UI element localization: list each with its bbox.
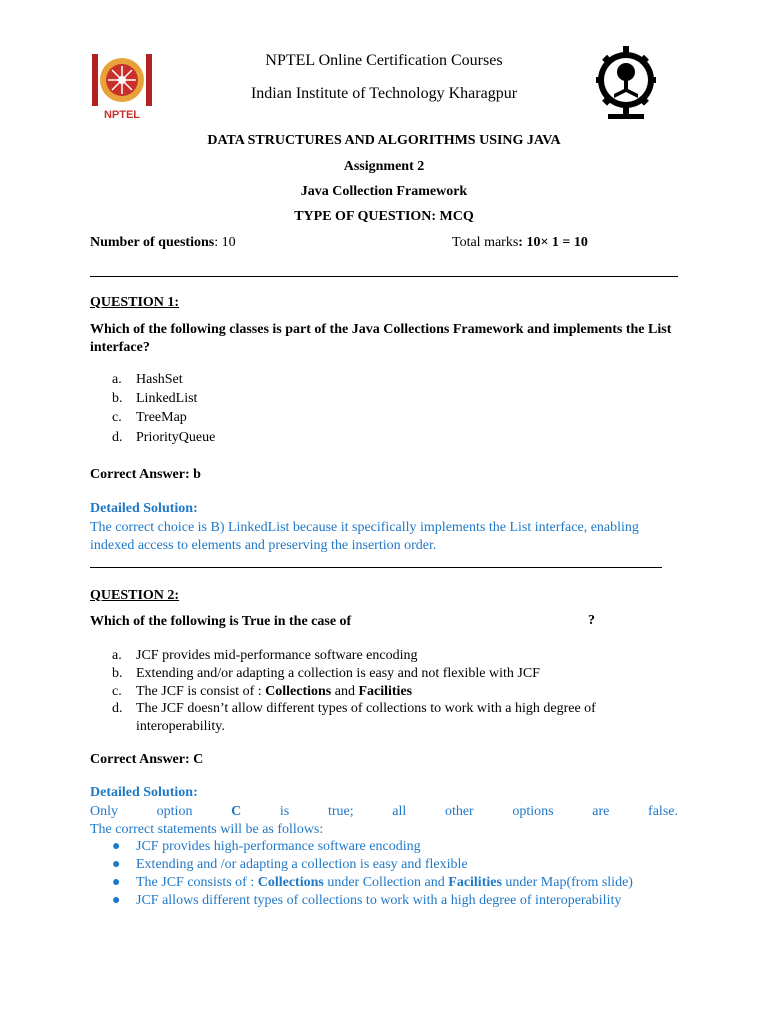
question-type: TYPE OF QUESTION: MCQ <box>294 209 474 224</box>
question-2-option: c. The JCF is consist of : Collections and Facilities <box>112 684 413 699</box>
topic-title: Java Collection Framework <box>300 184 468 199</box>
question-2-option: b. Extending and/or adapting a collection is easy and not flexible with JCF <box>112 666 540 681</box>
header-line-1: NPTEL Online Certification Courses <box>265 52 503 69</box>
solution-bullet: ● Extending and /or adapting a collection is easy and flexible <box>112 857 468 872</box>
question-1-solution-heading: Detailed Solution: <box>90 501 198 516</box>
divider <box>90 567 662 568</box>
question-1-option: a. HashSet <box>112 372 183 387</box>
number-of-questions: Number of questions: 10 <box>90 235 236 250</box>
question-2-text: Which of the following is True in the case of <box>90 614 352 629</box>
question-2-option: a. JCF provides mid-performance software encoding <box>112 648 418 663</box>
total-marks: Total marks: 10× 1 = 10 <box>452 235 588 250</box>
question-2-title: QUESTION 2: <box>90 588 180 603</box>
solution-bullet: ● The JCF consists of : Collections under Collection and Facilities under Map(from slide) <box>112 875 633 890</box>
question-2-option: d. The JCF doesn’t allow different types of collections to work with a high degree of interoperability. <box>112 701 596 734</box>
solution-bullet: ● JCF allows different types of collections to work with a high degree of interoperability <box>112 893 622 908</box>
assignment-number: Assignment 2 <box>343 159 425 174</box>
question-2-solution-line-2: The correct statements will be as follows: <box>90 822 324 837</box>
question-2-question-mark: ? <box>588 613 595 628</box>
iit-kharagpur-logo <box>594 42 658 122</box>
question-1-solution: The correct choice is B) LinkedList because it specifically implements the List interface, enabling indexed access to elements and preserving the insertion order. <box>90 520 639 553</box>
solution-bullet: ● JCF provides high-performance software encoding <box>112 839 421 854</box>
course-title: DATA STRUCTURES AND ALGORITHMS USING JAVA <box>207 133 561 148</box>
svg-text:NPTEL: NPTEL <box>103 109 141 121</box>
question-1-text: Which of the following classes is part of the Java Collections Framework and implements the List interface? <box>90 322 672 355</box>
question-2-solution-heading: Detailed Solution: <box>90 785 198 800</box>
divider <box>90 276 678 277</box>
question-1-title: QUESTION 1: <box>90 295 180 310</box>
question-1-option: c. TreeMap <box>112 410 187 425</box>
question-1-option: b. LinkedList <box>112 391 198 406</box>
question-2-solution-line-1: Only option C is true; all other options are false. <box>90 804 678 819</box>
header-line-2: Indian Institute of Technology Kharagpur <box>250 85 518 102</box>
question-1-answer: Correct Answer: b <box>90 467 201 482</box>
question-2-answer: Correct Answer: C <box>90 752 204 767</box>
question-1-option: d. PriorityQueue <box>112 430 216 445</box>
